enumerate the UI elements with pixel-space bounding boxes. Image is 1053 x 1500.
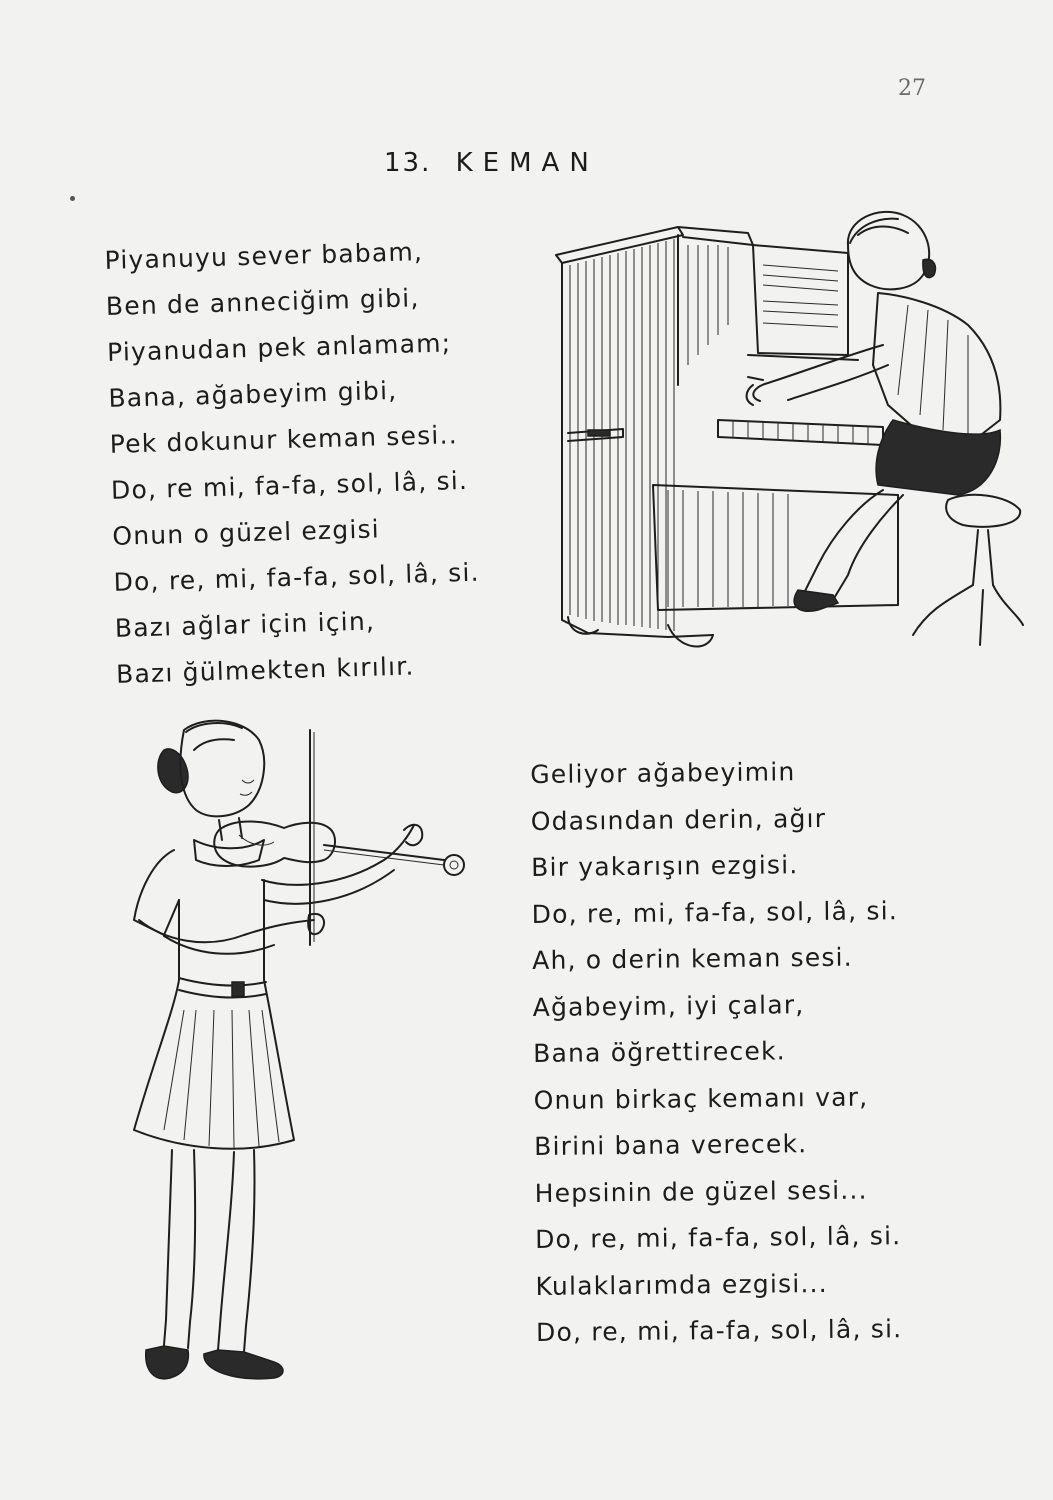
poem-number: 13. [384,148,432,178]
print-speck [70,196,75,201]
verse-line: Birini bana verecek. [533,1129,808,1161]
verse-line: Bana, ağabeyim gibi, [108,375,398,413]
verse-line: Ağabeyim, iyi çalar, [532,989,805,1022]
page-number: 27 [898,76,926,101]
verse-line: Onun birkaç kemanı var, [533,1081,869,1115]
verse-line: Do, re mi, fa-fa, sol, lâ, si. [110,465,469,505]
stanza-1 [104,228,483,698]
verse-line: Bana öğrettirecek. [533,1036,786,1068]
verse-line: Geliyor ağabeyimin [530,757,796,789]
verse-line: Odasından derin, ağır [530,803,827,836]
verse-line: Bazı ğülmekten kırılır. [115,651,415,689]
verse-line: Do, re, mi, fa-fa, sol, lâ, si. [535,1314,903,1347]
piano-drawing [556,227,898,646]
verse-line: Do, re, mi, fa-fa, sol, lâ, si. [531,895,899,929]
boy-at-piano-illustration [548,205,1026,660]
verse-line: Bazı ağlar için için, [114,606,376,643]
poem-title [384,148,599,178]
verse-line: Ben de anneciğim gibi, [105,283,420,321]
verse-line: Pek dokunur keman sesi.. [109,420,459,459]
stanza-2 [530,748,903,1356]
girl-drawing [134,721,464,1379]
poem-title-word: KEMAN [455,148,599,178]
verse-line: Do, re, mi, fa-fa, sol, lâ, si. [534,1221,902,1254]
verse-line: Piyanudan pek anlamam; [106,328,452,367]
verse-line: Hepsinin de güzel sesi... [534,1174,868,1208]
verse-line: Do, re, mi, fa-fa, sol, lâ, si. [113,557,481,597]
verse-line: Piyanuyu sever babam, [104,237,424,275]
verse-line: Ah, o derin keman sesi. [532,942,854,975]
verse-line: Kulaklarımda ezgisi... [535,1268,828,1301]
verse-line: Onun o güzel ezgisi [111,514,381,551]
verse-line: Bir yakarışın ezgisi. [531,850,799,882]
girl-with-violin-illustration [124,710,472,1400]
